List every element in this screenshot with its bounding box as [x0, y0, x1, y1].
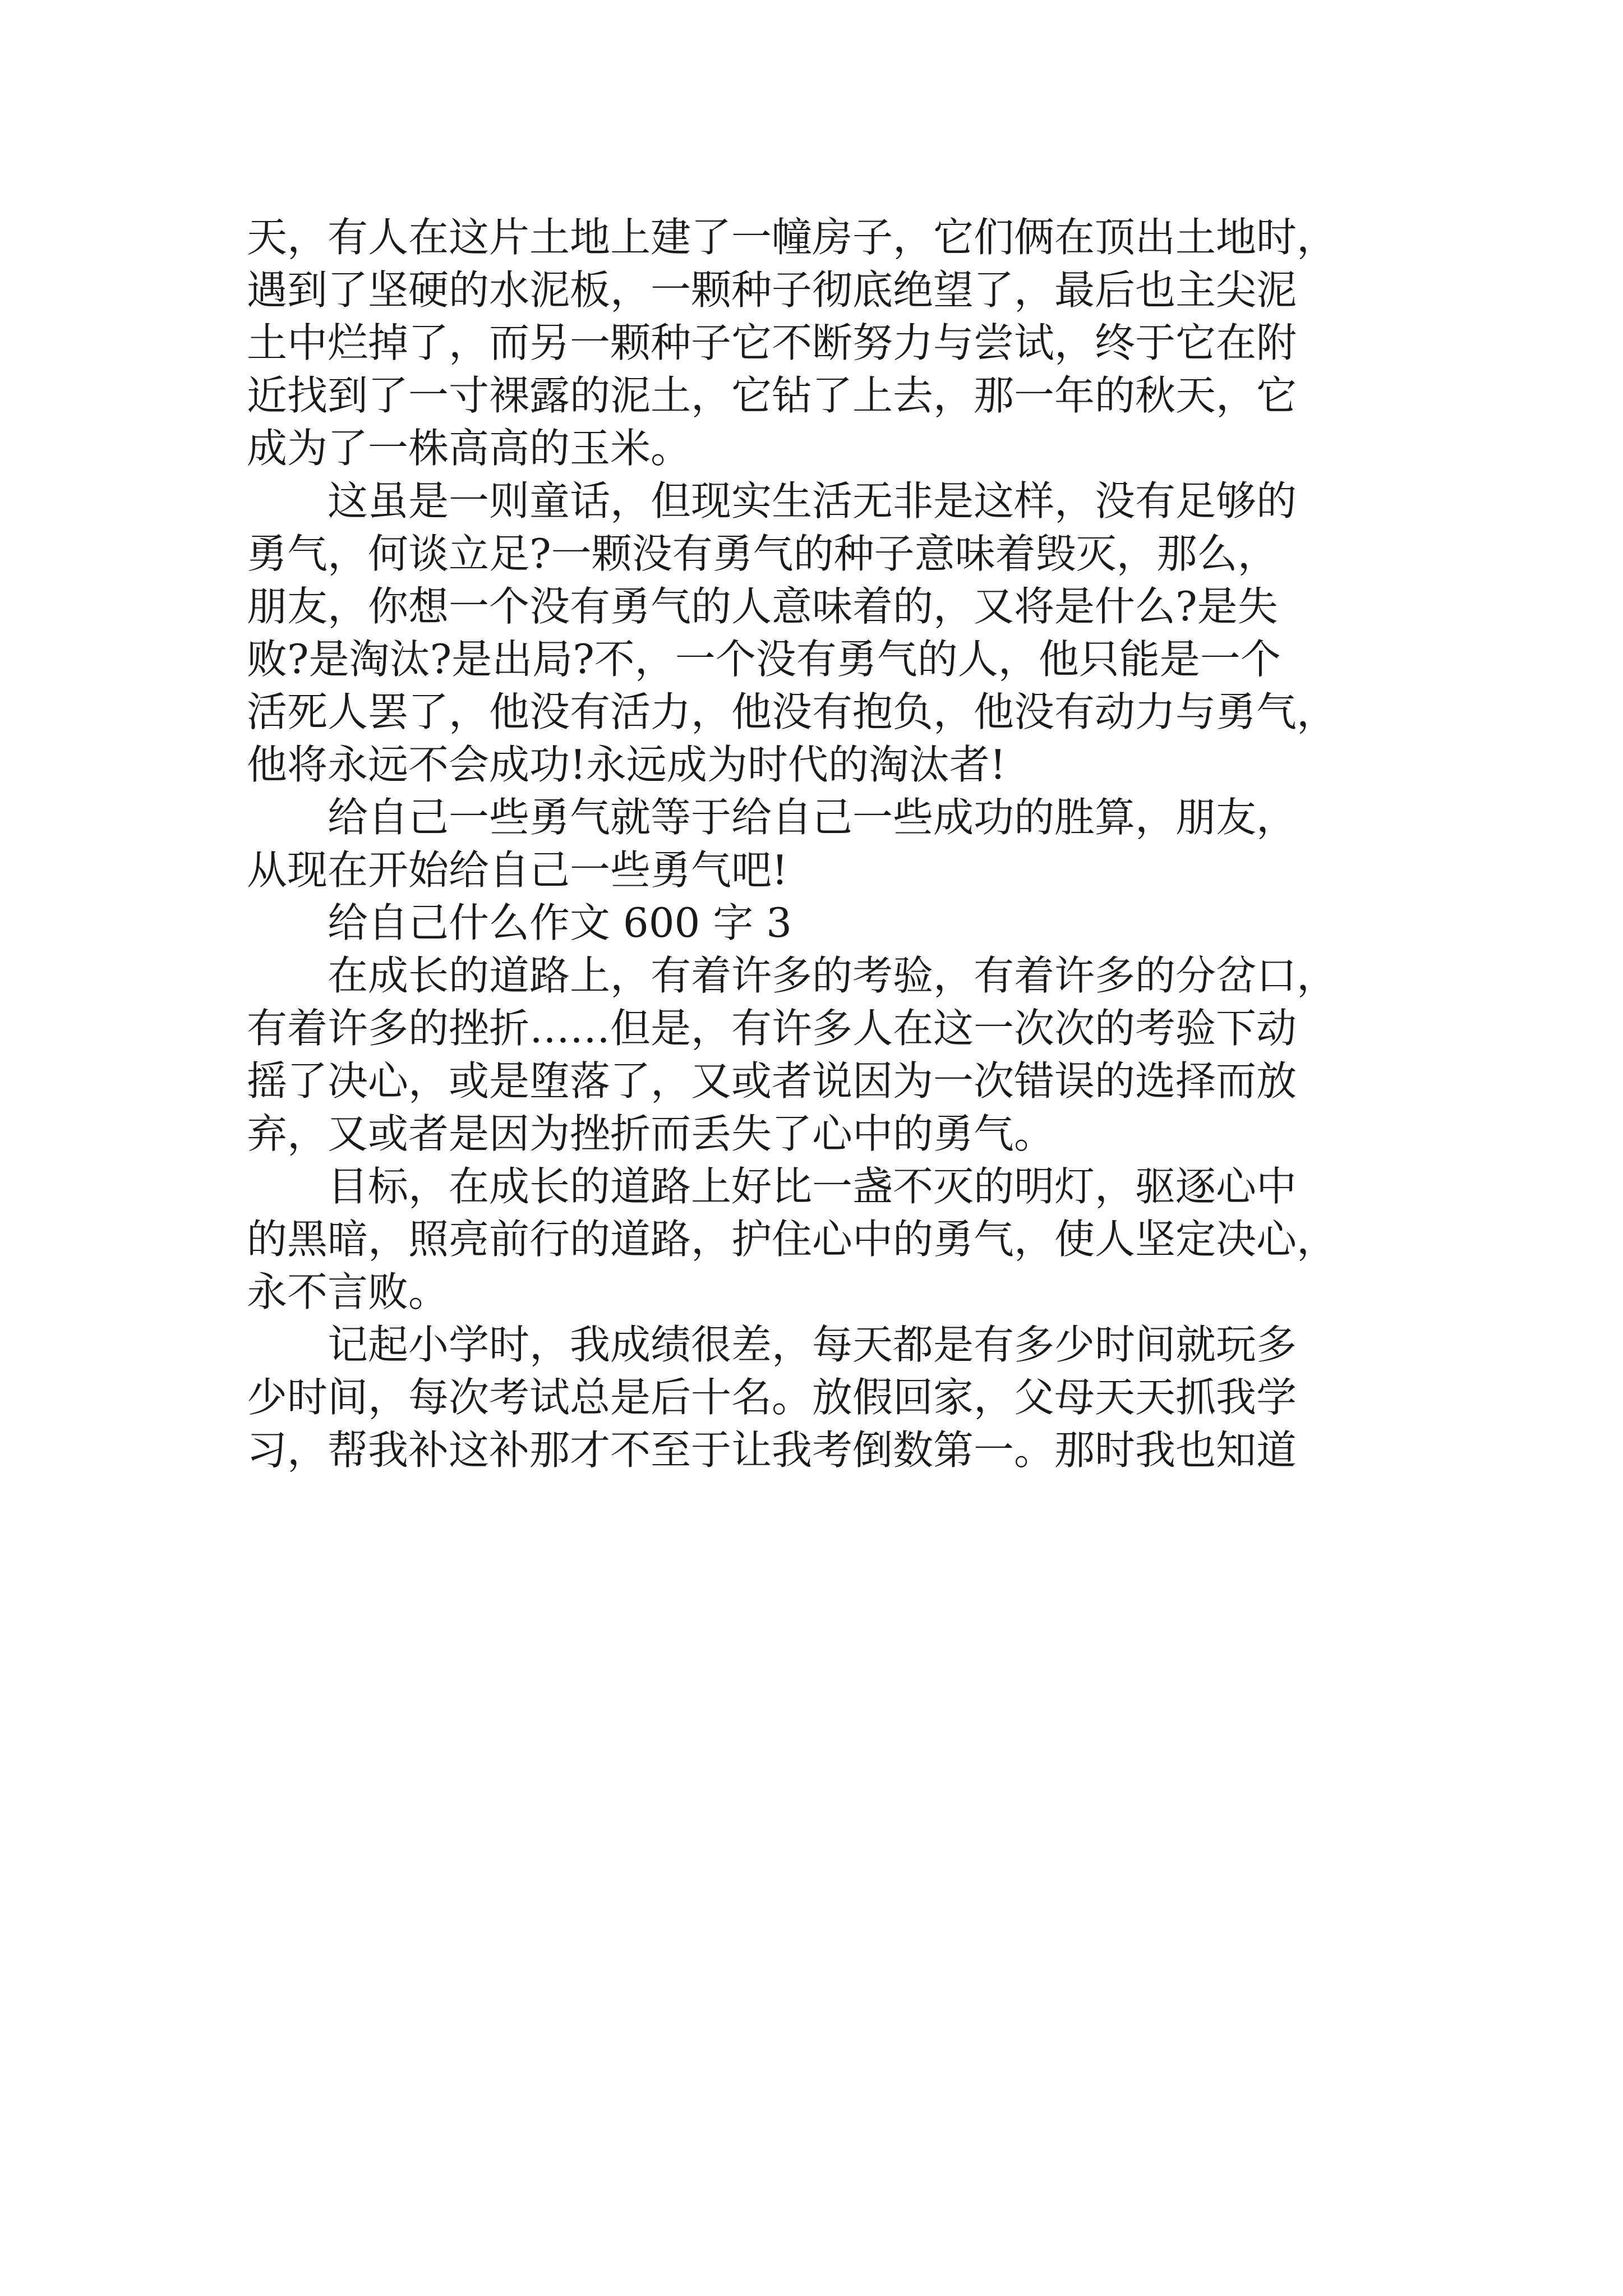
- text-line: 败?是淘汰?是出局?不，一个没有勇气的人，他只能是一个: [247, 636, 1281, 683]
- text-line: 摇了决心，或是堕落了，又或者说因为一次错误的选择而放: [247, 1057, 1297, 1105]
- text-line: 近找到了一寸裸露的泥土，它钻了上去，那一年的秋天，它: [247, 372, 1297, 419]
- text-line: 遇到了坚硬的水泥板，一颗种子彻底绝望了，最后也主尖泥: [247, 266, 1297, 314]
- text-line: 成为了一株高高的玉米。: [247, 425, 691, 472]
- text-line: 记起小学时，我成绩很差，每天都是有多少时间就玩多: [247, 1321, 1297, 1368]
- essay-body: [247, 211, 1391, 1476]
- text-line: 有着许多的挫折……但是，有许多人在这一次次的考验下动: [247, 1005, 1297, 1052]
- text-line: 土中烂掉了，而另一颗种子它不断努力与尝试，终于它在附: [247, 319, 1297, 366]
- text-line: 习，帮我补这补那才不至于让我考倒数第一。那时我也知道: [247, 1427, 1297, 1474]
- text-line: 弃，又或者是因为挫折而丢失了心中的勇气。: [247, 1110, 1055, 1157]
- text-line: 勇气，何谈立足?一颗没有勇气的种子意味着毁灭，那么，: [247, 530, 1278, 577]
- text-line: 他将永远不会成功!永远成为时代的淘汰者!: [247, 741, 1006, 788]
- text-line: 永不言败。: [247, 1268, 449, 1315]
- text-line: 目标，在成长的道路上好比一盏不灭的明灯，驱逐心中: [247, 1163, 1297, 1210]
- text-line: 的黑暗，照亮前行的道路，护住心中的勇气，使人坚定决心，: [247, 1216, 1338, 1263]
- section-heading: 给自己什么作文 600 字 3: [247, 899, 792, 946]
- text-line: 从现在开始给自己一些勇气吧!: [247, 846, 788, 894]
- text-line: 活死人罢了，他没有活力，他没有抱负，他没有动力与勇气，: [247, 688, 1338, 735]
- text-line: 这虽是一则童话，但现实生活无非是这样，没有足够的: [247, 477, 1297, 524]
- text-line: 朋友，你想一个没有勇气的人意味着的，又将是什么?是失: [247, 583, 1278, 630]
- text-line: 少时间，每次考试总是后十名。放假回家，父母天天抓我学: [247, 1374, 1297, 1421]
- text-line: 给自己一些勇气就等于给自己一些成功的胜算，朋友，: [247, 794, 1297, 841]
- text-line: 在成长的道路上，有着许多的考验，有着许多的分岔口，: [247, 952, 1338, 999]
- text-line: 天，有人在这片土地上建了一幢房子，它们俩在顶出土地时，: [247, 214, 1338, 261]
